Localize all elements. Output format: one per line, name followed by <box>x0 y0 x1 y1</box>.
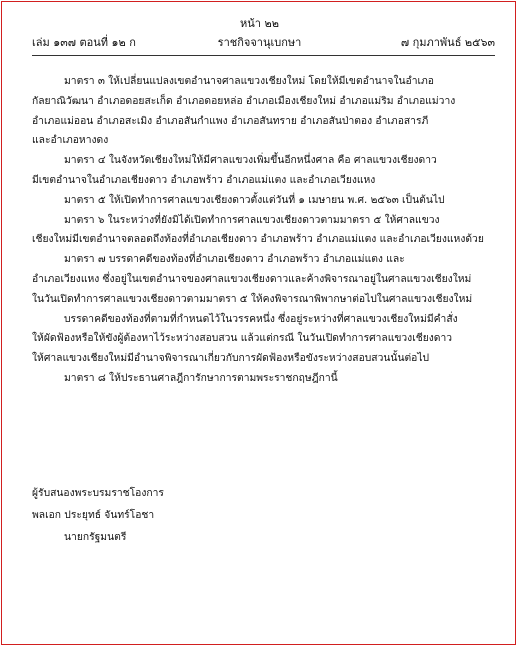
signatory-name: พลเอก ประยุทธ์ จันทร์โอชา <box>32 509 155 521</box>
signatory-position: นายกรัฐมนตรี <box>64 531 127 543</box>
body-line: มาตรา ๓ ให้เปลี่ยนแปลงเขตอำนาจศาลแขวงเชียงใหม่ โดยให้มีเขตอำนาจในอำเภอ <box>64 75 434 87</box>
body-line: ให้ศาลแขวงเชียงใหม่มีอำนาจพิจารณาเกี่ยวกับการผัดฟ้องหรือขังระหว่างสอบสวนนั้นต่อไป <box>32 352 430 365</box>
gazette-title: ราชกิจจานุเบกษา <box>217 36 302 49</box>
body-line: และอำเภอหางดง <box>32 134 109 147</box>
body-line: อำเภอเวียงแหง ซึ่งอยู่ในเขตอำนาจของศาลแขวงเชียงดาวและค้างพิจารณาอยู่ในศาลแขวงเชียงใหม่ <box>32 272 472 285</box>
body-line: เชียงใหม่มีเขตอำนาจตลอดถึงท้องที่อำเภอเชียงดาว อำเภอพร้าว อำเภอแม่แตง และอำเภอเวียงแหงด้วย <box>32 233 484 246</box>
page-number: หน้า ๒๒ <box>240 17 279 30</box>
body-line: มาตรา ๔ ในจังหวัดเชียงใหม่ให้มีศาลแขวงเพิ่มขึ้นอีกหนึ่งศาล คือ ศาลแขวงเชียงดาว <box>64 154 437 167</box>
body-line: ให้ผัดฟ้องหรือให้ขังผู้ต้องหาไว้ระหว่างสอบสวน แล้วแต่กรณี ในวันเปิดทำการศาลแขวงเชียงดาว <box>32 332 453 345</box>
body-line: มาตรา ๘ ให้ประธานศาลฎีการักษาการตามพระราชกฤษฎีกานี้ <box>64 371 338 384</box>
body-line: มาตรา ๖ ในระหว่างที่ยังมิได้เปิดทำการศาลแขวงเชียงดาวตามมาตรา ๕ ให้ศาลแขวง <box>64 213 440 226</box>
body-line: บรรดาคดีของท้องที่ตามที่กำหนดไว้ในวรรคหนึ่ง ซึ่งอยู่ระหว่างที่ศาลแขวงเชียงใหม่มีคำสั่ง <box>64 312 458 325</box>
body-line: มาตรา ๗ บรรดาคดีของท้องที่อำเภอเชียงดาว อำเภอพร้าว อำเภอแม่แตง และ <box>64 253 405 266</box>
countersign-label: ผู้รับสนองพระบรมราชโองการ <box>32 487 164 499</box>
header-rule <box>32 55 495 56</box>
body-line: มาตรา ๕ ให้เปิดทำการศาลแขวงเชียงดาวตั้งแต่วันที่ ๑ เมษายน พ.ศ. ๒๕๖๓ เป็นต้นไป <box>64 193 445 206</box>
body-line: กัลยาณิวัฒนา อำเภอดอยสะเก็ด อำเภอดอยหล่อ อำเภอเมืองเชียงใหม่ อำเภอแม่ริม อำเภอแม่วาง <box>32 94 456 107</box>
volume-info: เล่ม ๑๓๗ ตอนที่ ๑๒ ก <box>32 36 136 49</box>
body-line: อำเภอแม่ออน อำเภอสะเมิง อำเภอสันกำแพง อำเภอสันทราย อำเภอสันป่าตอง อำเภอสารภี <box>32 114 429 127</box>
decree-body <box>32 72 492 389</box>
publication-date: ๗ กุมภาพันธ์ ๒๕๖๓ <box>400 36 495 49</box>
body-line: มีเขตอำนาจในอำเภอเชียงดาว อำเภอพร้าว อำเภอแม่แตง และอำเภอเวียงแหง <box>32 173 376 186</box>
body-line: ในวันเปิดทำการศาลแขวงเชียงดาวตามมาตรา ๕ ให้คงพิจารณาพิพากษาต่อไปในศาลแขวงเชียงใหม่ <box>32 292 473 305</box>
